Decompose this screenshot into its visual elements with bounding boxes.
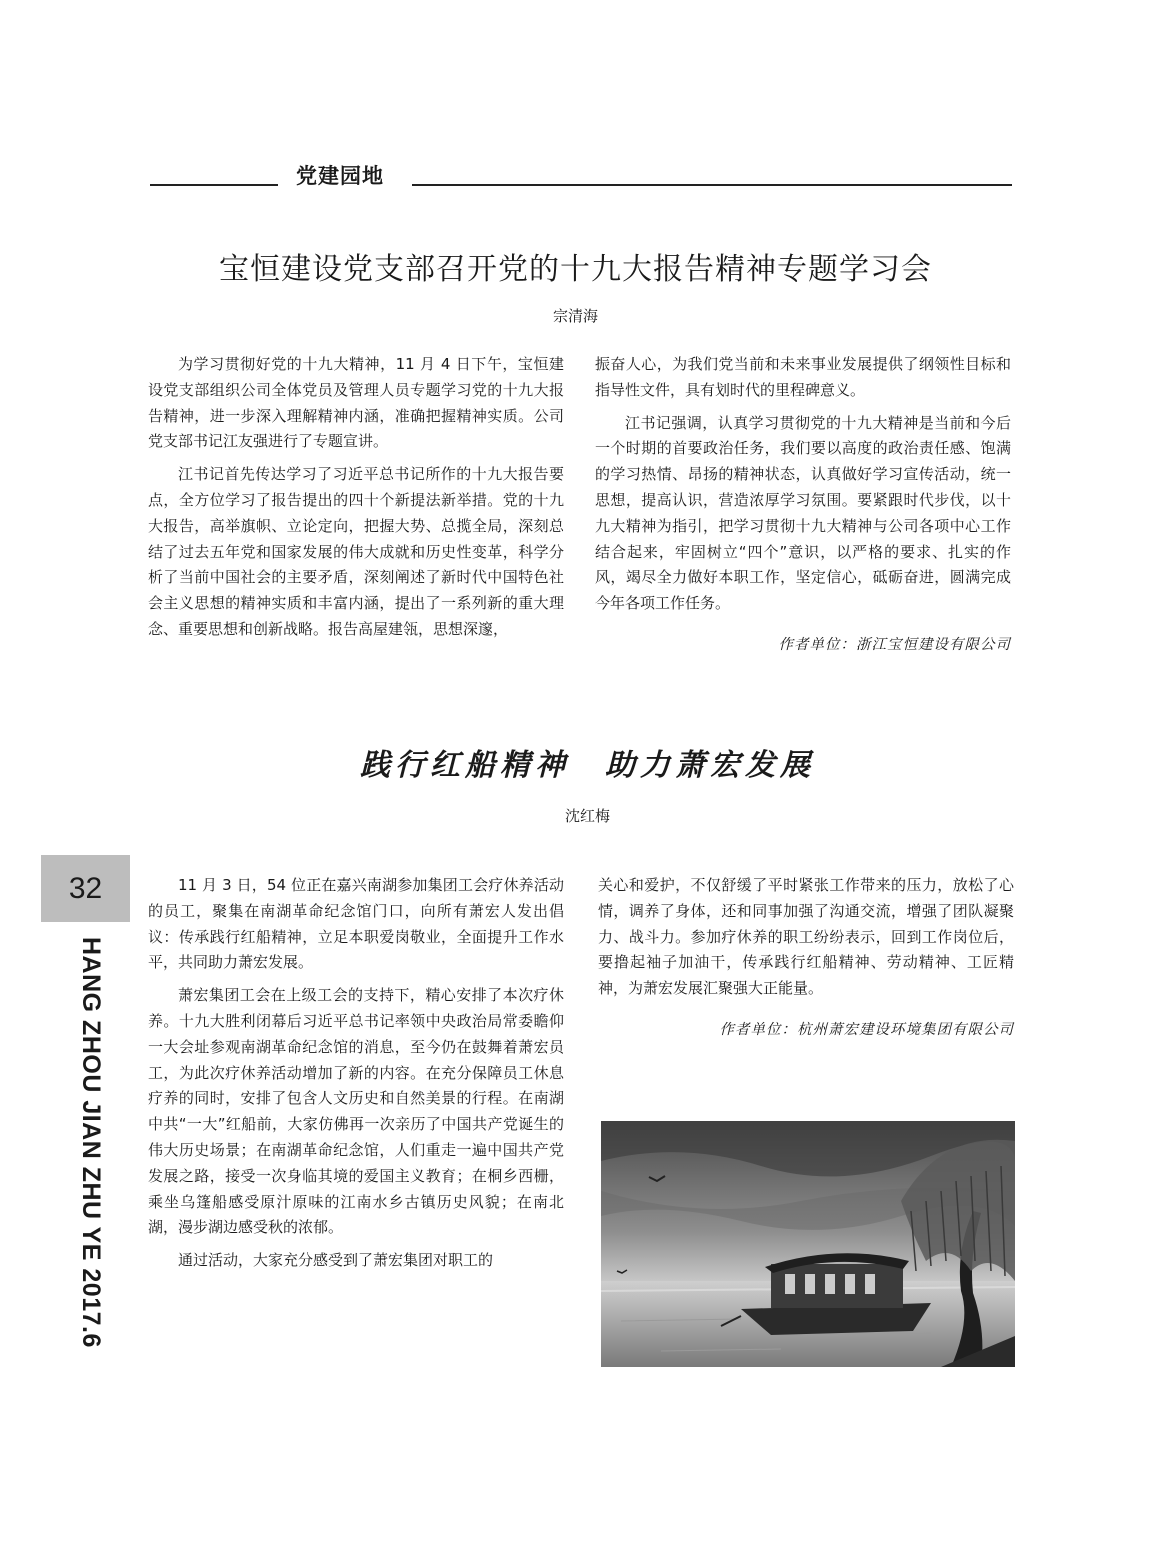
page-number-box (41, 855, 130, 922)
article1-column-left (148, 352, 564, 650)
article2-paragraph: 关心和爱护，不仅舒缓了平时紧张工作带来的压力，放松了心情，调养了身体，还和同事加强了沟通交流，增强了团队凝聚力、战斗力。参加疗休养的职工纷纷表示，回到工作岗位后，要撸起袖子加油干，传承践行红船精神、劳动精神、工匠精神，为萧宏发展汇聚强大正能量。 (598, 876, 1014, 998)
article1-paragraph: 江书记强调，认真学习贯彻党的十九大精神是当前和今后一个时期的首要政治任务，我们要以高度的政治责任感、饱满的学习热情、昂扬的精神状态，认真做好学习宣传活动，统一思想，提高认识，营造浓厚学习氛围。要紧跟时代步伐，以十九大精神为指引，把学习贯彻十九大精神与公司各项中心工作结合起来，牢固树立“四个”意识，以严格的要求、扎实的作风，竭尽全力做好本职工作，坚定信心，砥砺奋进，圆满完成今年各项工作任务。 (595, 413, 1011, 613)
article2-paragraph: 通过活动，大家充分感受到了萧宏集团对职工的 (178, 1251, 494, 1270)
journal-side-label (60, 937, 120, 1357)
article2-paragraph: 萧宏集团工会在上级工会的支持下，精心安排了本次疗休养。十九大胜利闭幕后习近平总书记率领中央政治局常委瞻仰一大会址参观南湖革命纪念馆的消息，至今仍在鼓舞着萧宏员工，为此次疗休养活动增加了新的内容。在充分保障员工休息疗养的同时，安排了包含人文历史和自然美景的行程。在南湖中共“一大”红船前，大家仿佛再一次亲历了中国共产党诞生的伟大历史场景；在南湖革命纪念馆，人们重走一遍中国共产党发展之路，接受一次身临其境的爱国主义教育；在桐乡西栅，乘坐乌篷船感受原汁原味的江南水乡古镇历史风貌；在南北湖，漫步湖边感受秋的浓郁。 (148, 986, 564, 1237)
red-boat-illustration (601, 1121, 1015, 1367)
section-header (150, 160, 1012, 190)
article2-paragraph: 11 月 3 日，54 位正在嘉兴南湖参加集团工会疗休养活动的员工，聚集在南湖革命纪念馆门口，向所有萧宏人发出倡议：传承践行红船精神，立足本职爱岗敬业，全面提升工作水平，共同助力萧宏发展。 (148, 876, 564, 972)
article1-column-right (595, 352, 1011, 659)
article1-byline: 作者单位：浙江宝恒建设有限公司 (778, 636, 1011, 653)
article2-column-right (598, 873, 1014, 1044)
article2-byline: 作者单位：杭州萧宏建设环境集团有限公司 (719, 1021, 1014, 1038)
article1-paragraph: 江书记首先传达学习了习近平总书记所作的十九大报告要点，全方位学习了报告提出的四十个新提法新举措。党的十九大报告，高举旗帜、立论定向，把握大势、总揽全局，深刻总结了过去五年党和国家发展的伟大成就和历史性变革，科学分析了当前中国社会的主要矛盾，深刻阐述了新时代中国特色社会主义思想的精神实质和丰富内涵，提出了一系列新的重大理念、重要思想和创新战略。报告高屋建瓴，思想深邃， (148, 465, 564, 638)
article2-author: 沈红梅 (564, 807, 610, 825)
section-label: 党建园地 (296, 164, 384, 188)
section-rule-right (412, 184, 1012, 186)
section-rule-left (150, 184, 278, 186)
article1-paragraph: 为学习贯彻好党的十九大精神，11 月 4 日下午，宝恒建设党支部组织公司全体党员及管理人员专题学习党的十九大报告精神，进一步深入理解精神内涵，准确把握精神实质。公司党支部书记江友强进行了专题宣讲。 (148, 355, 564, 451)
article1-title: 宝恒建设党支部召开党的十九大报告精神专题学习会 (219, 252, 932, 287)
article2-column-left (148, 873, 564, 1281)
article1-author: 宗清海 (552, 307, 598, 325)
page-number: 32 (68, 872, 103, 905)
journal-name: HANG ZHOU JIAN ZHU YE 2017.6 (77, 937, 105, 1348)
article2-title: 践行红船精神 助力萧宏发展 (360, 748, 815, 783)
red-boat-photo (601, 1121, 1015, 1367)
article1-paragraph: 振奋人心，为我们党当前和未来事业发展提供了纲领性目标和指导性文件，具有划时代的里程碑意义。 (595, 355, 1011, 399)
